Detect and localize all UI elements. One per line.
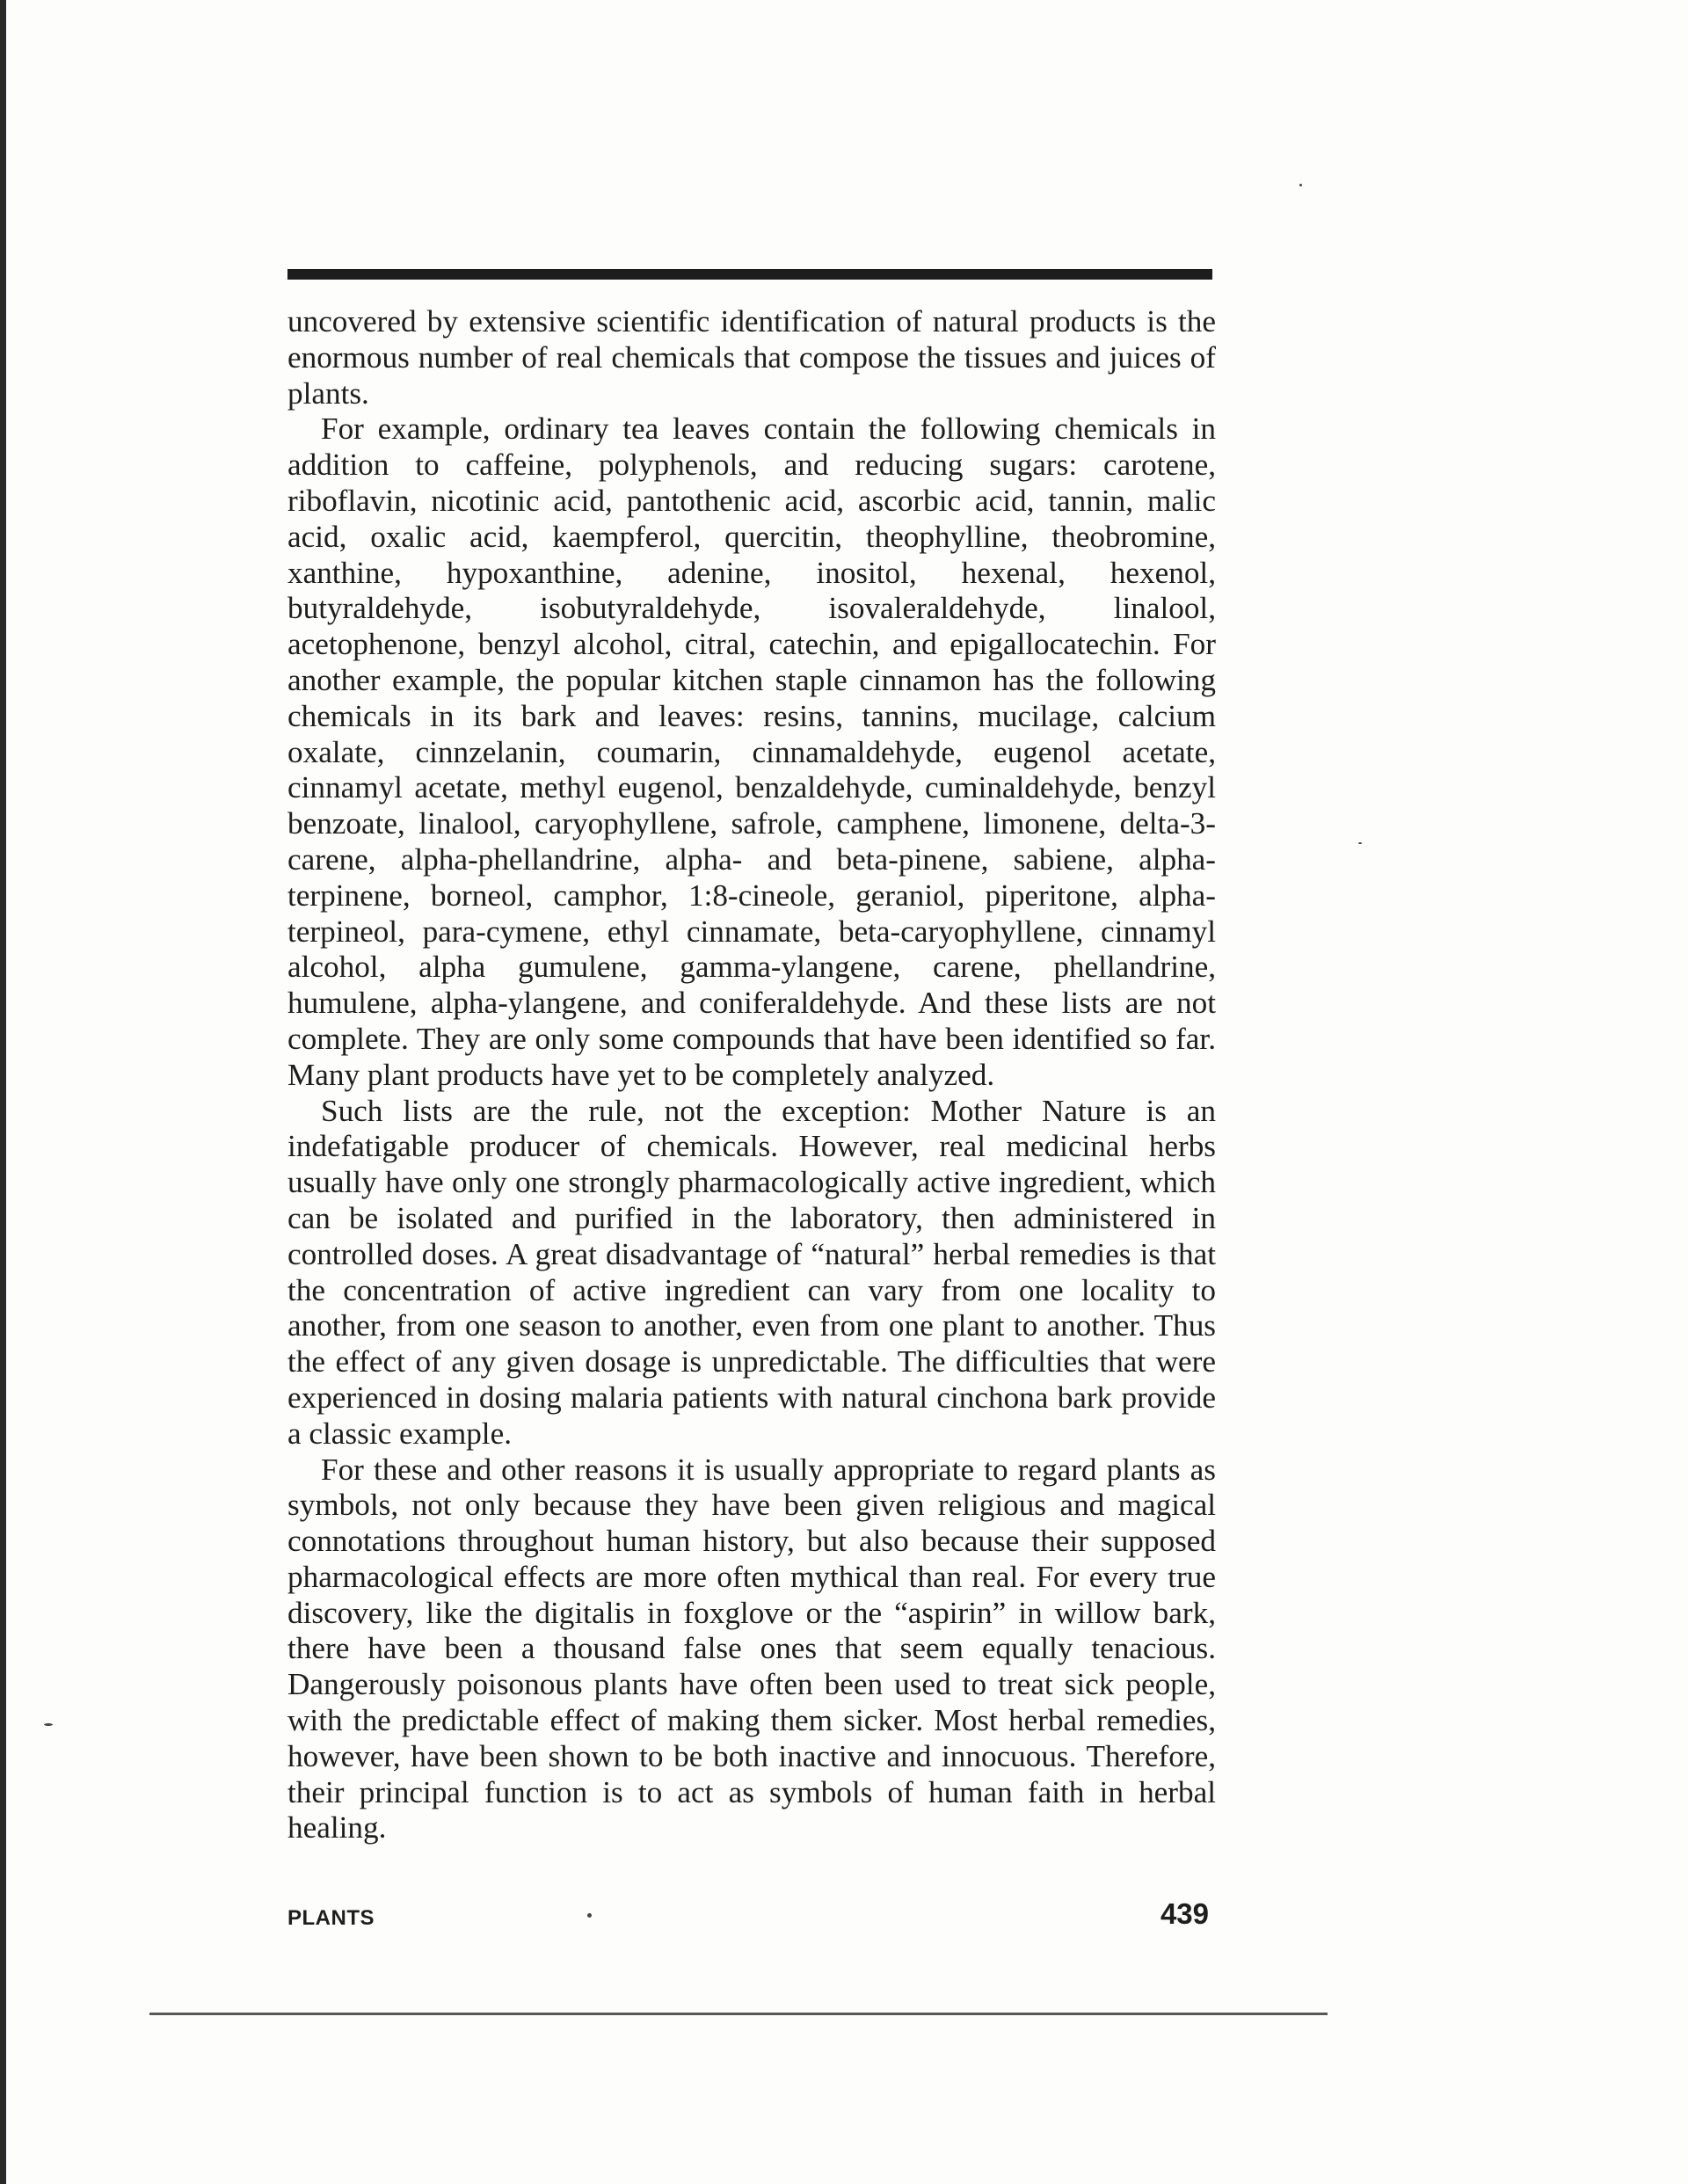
scan-left-edge — [0, 0, 6, 2184]
paragraph-2: For example, ordinary tea leaves contain the following chemicals in addition to caffeine, polyphenols, and reducing sugars: carotene, riboflavin, nicotinic acid, pantothenic acid, ascorbic acid, tannin, malic acid, oxalic acid, kaempferol, quercitin, theophylline, theobromine, xanthine, hypoxanthine, adenine, inositol, hexenal, hexenol, butyraldehyde, isobutyraldehyde, isovaleraldehyde, linalool, acetophenone, benzyl alcohol, citral, catechin, and epigallocatechin. For another example, the popular kitchen staple cinnamon has the following chemicals in its bark and leaves: resins, tannins, mucilage, calcium oxalate, cinnzelanin, coumarin, cinnamaldehyde, eugenol acetate, cinnamyl acetate, methyl eugenol, benzaldehyde, cuminaldehyde, benzyl benzoate, linalool, caryophyllene, safrole, camphene, limonene, delta-3-carene, alpha-phellandrine, alpha- and beta-pinene, sabiene, alpha-terpinene, borneol, camphor, 1:8-cineole, geraniol, piperitone, alpha-terpineol, para-cymene, ethyl cinnamate, beta-caryophyllene, cinnamyl alcohol, alpha gumulene, gamma-ylangene, carene, phellandrine, humulene, alpha-ylangene, and coniferaldehyde. And these lists are not complete. They are only some compounds that have been identified so far. Many plant products have yet to be completely analyzed. — [287, 411, 1216, 1092]
scan-speck — [1358, 842, 1362, 844]
running-footer-section: PLANTS — [287, 1906, 375, 1930]
page-number: 439 — [1160, 1897, 1209, 1930]
scan-speck — [1299, 184, 1302, 186]
paragraph-1: uncovered by extensive scientific identification of natural products is the enormous number of real chemicals that compose the tissues and juices of plants. — [287, 304, 1216, 411]
paragraph-3: Such lists are the rule, not the exception: Mother Nature is an indefatigable producer of chemicals. However, real medicinal herbs usually have only one strongly pharmacologically active ingredient, which can be isolated and purified in the laboratory, then administered in controlled doses. A great disadvantage of “natural” herbal remedies is that the concentration of active ingredient can vary from one locality to another, from one season to another, even from one plant to another. Thus the effect of any given dosage is unpredictable. The difficulties that were experienced in dosing malaria patients with natural cinchona bark provide a classic example. — [287, 1093, 1216, 1451]
top-rule — [287, 269, 1212, 280]
scan-speck — [587, 1913, 592, 1918]
scan-speck — [44, 1723, 53, 1726]
body-text — [287, 304, 1216, 1846]
bottom-rule — [149, 2013, 1328, 2015]
paragraph-4: For these and other reasons it is usually appropriate to regard plants as symbols, not only because they have been given religious and magical connotations throughout human history, but also because their supposed pharmacological effects are more often mythical than real. For every true discovery, like the digitalis in foxglove or the “aspirin” in willow bark, there have been a thousand false ones that seem equally tenacious. Dangerously poisonous plants have often been used to treat sick people, with the predictable effect of making them sicker. Most herbal remedies, however, have been shown to be both inactive and innocuous. Therefore, their principal function is to act as symbols of human faith in herbal healing. — [287, 1452, 1216, 1845]
